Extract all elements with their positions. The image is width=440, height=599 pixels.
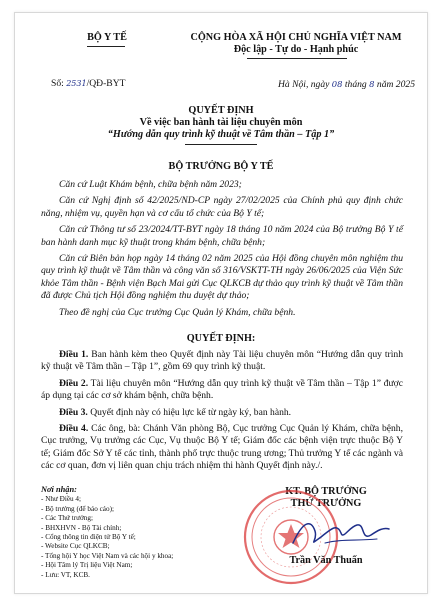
number-prefix: Số: — [51, 78, 64, 89]
title-line-1: Về việc ban hành tài liệu chuyên môn — [139, 117, 303, 128]
basis-item: Căn cứ Thông tư số 23/2024/TT-BYT ngày 18 tháng 10 năm 2024 của Bộ trưởng Bộ Y tế ban hành danh mục kỹ thuật trong khám bệnh, chữa bệnh; — [41, 224, 403, 248]
recipient-item: - Như Điều 4; — [41, 495, 82, 504]
article-3 — [41, 407, 403, 419]
ministry-name: BỘ Y TẾ — [87, 32, 127, 43]
recipient-item: - Cổng thông tin điện tử Bộ Y tế; — [41, 533, 136, 542]
signature-title-1: KT. BỘ TRƯỞNG — [285, 486, 367, 497]
basis-item: Theo đề nghị của Cục trưởng Cục Quản lý Khám, chữa bệnh. — [59, 306, 296, 318]
handwritten-signature-icon — [285, 513, 395, 555]
recipient-item: - Hội Tâm lý Trị liệu Việt Nam; — [41, 561, 133, 570]
article-1 — [41, 349, 403, 374]
article-2 — [41, 378, 403, 403]
recipient-item: - Lưu: VT, KCB. — [41, 570, 90, 579]
date-month-word: tháng — [344, 79, 367, 90]
article-label: Điều 3. — [59, 406, 88, 418]
number-suffix: /QĐ-BYT — [86, 78, 126, 89]
date-year: năm 2025 — [376, 79, 415, 90]
decision-date — [215, 78, 415, 91]
article-label: Điều 1. — [59, 349, 89, 360]
recipient-item: - Các Thứ trưởng; — [41, 514, 93, 523]
recipient-item: - Tổng hội Y học Việt Nam và các hội y khoa; — [41, 551, 174, 560]
recipients-title: Nơi nhận: — [41, 485, 77, 494]
motto: Độc lập - Tự do - Hạnh phúc — [233, 44, 359, 55]
decision-heading: QUYẾT ĐỊNH — [188, 105, 254, 116]
date-day: 08 — [331, 79, 343, 89]
article-text: Quyết định này có hiệu lực kể từ ngày ký, ban hành. — [90, 406, 292, 418]
decision-number — [51, 78, 181, 90]
signature-title-2: THỨ TRƯỞNG — [290, 498, 362, 509]
article-text: Tài liệu chuyên môn “Hướng dẫn quy trình kỹ thuật về Tâm thần – Tập 1” được áp dụng tại các cơ sở khám bệnh, chữa bệnh. — [41, 377, 403, 402]
country-name: CỘNG HÒA XÃ HỘI CHỦ NGHĨA VIỆT NAM — [190, 32, 402, 43]
article-label: Điều 4. — [59, 423, 89, 435]
article-text: Các ông, bà: Chánh Văn phòng Bộ, Cục trưởng Cục Quản lý Khám, chữa bệnh, Cục trưởng, Vụ trưởng các Cục, Vụ thuộc Bộ Y tế; Giám đốc các bệnh viện trực thuộc Bộ Y tế; Giám đốc Sở Y tế các tỉnh, thành phố trực thuộc trung ương; Thủ trưởng Y tế các ngành và các cơ quan, đơn vị liên quan chịu trách nhiệm thi hành Quyết định này./. — [41, 423, 403, 472]
basis-item: Căn cứ Nghị định số 42/2025/ND-CP ngày 27/02/2025 của Chính phủ quy định chức năng, nhiệm vụ, quyền hạn và cơ cấu tổ chức của Bộ Y tế; — [41, 195, 403, 219]
article-4 — [41, 423, 403, 473]
document-page — [14, 12, 428, 594]
basis-item: Căn cứ Luật Khám bệnh, chữa bệnh năm 2023; — [59, 179, 242, 190]
motto-underline — [247, 58, 347, 59]
date-prefix: Hà Nội, ngày — [277, 79, 330, 90]
recipient-item: - Bộ trưởng (để báo cáo); — [41, 504, 114, 513]
date-month: 8 — [369, 79, 375, 89]
recipient-item: - BHXHVN - Bộ Tài chính; — [41, 523, 122, 532]
recipient-item: - Website Cục QLKCB; — [41, 542, 110, 551]
signer-name: Trần Văn Thuấn — [289, 555, 363, 566]
articles — [41, 349, 403, 473]
title-line-2: “Hướng dẫn quy trình kỹ thuật về Tâm thần – Tập 1” — [107, 129, 335, 140]
article-text: Ban hành kèm theo Quyết định này Tài liệu chuyên môn “Hướng dẫn quy trình kỹ thuật về Tâm thần – Tập 1”, gồm 69 quy trình kỹ thuật. — [41, 349, 403, 373]
legal-bases — [41, 179, 403, 319]
basis-item: Căn cứ Biên bản họp ngày 14 tháng 02 năm 2025 của Hội đồng chuyên môn nghiệm thu quy trình kỹ thuật về Tâm thần và công văn số 316/VSKTT-TH ngày 26/06/2025 của Viện Sức khỏe Tâm thần - Bệnh viện Bạch Mai gửi Cục QLKCB dự thảo quy trình kỹ thuật về Tâm thần đã được Chủ tịch Hội đồng nghiệm thu duyệt dự thảo; — [41, 253, 403, 302]
recipients — [41, 485, 231, 580]
authority: BỘ TRƯỞNG BỘ Y TẾ — [168, 161, 274, 172]
title-underline — [185, 144, 257, 145]
article-label: Điều 2. — [59, 377, 89, 389]
decision-subheading: QUYẾT ĐỊNH: — [186, 333, 256, 344]
ministry-underline — [87, 46, 125, 47]
number-value: 2531 — [66, 79, 87, 88]
